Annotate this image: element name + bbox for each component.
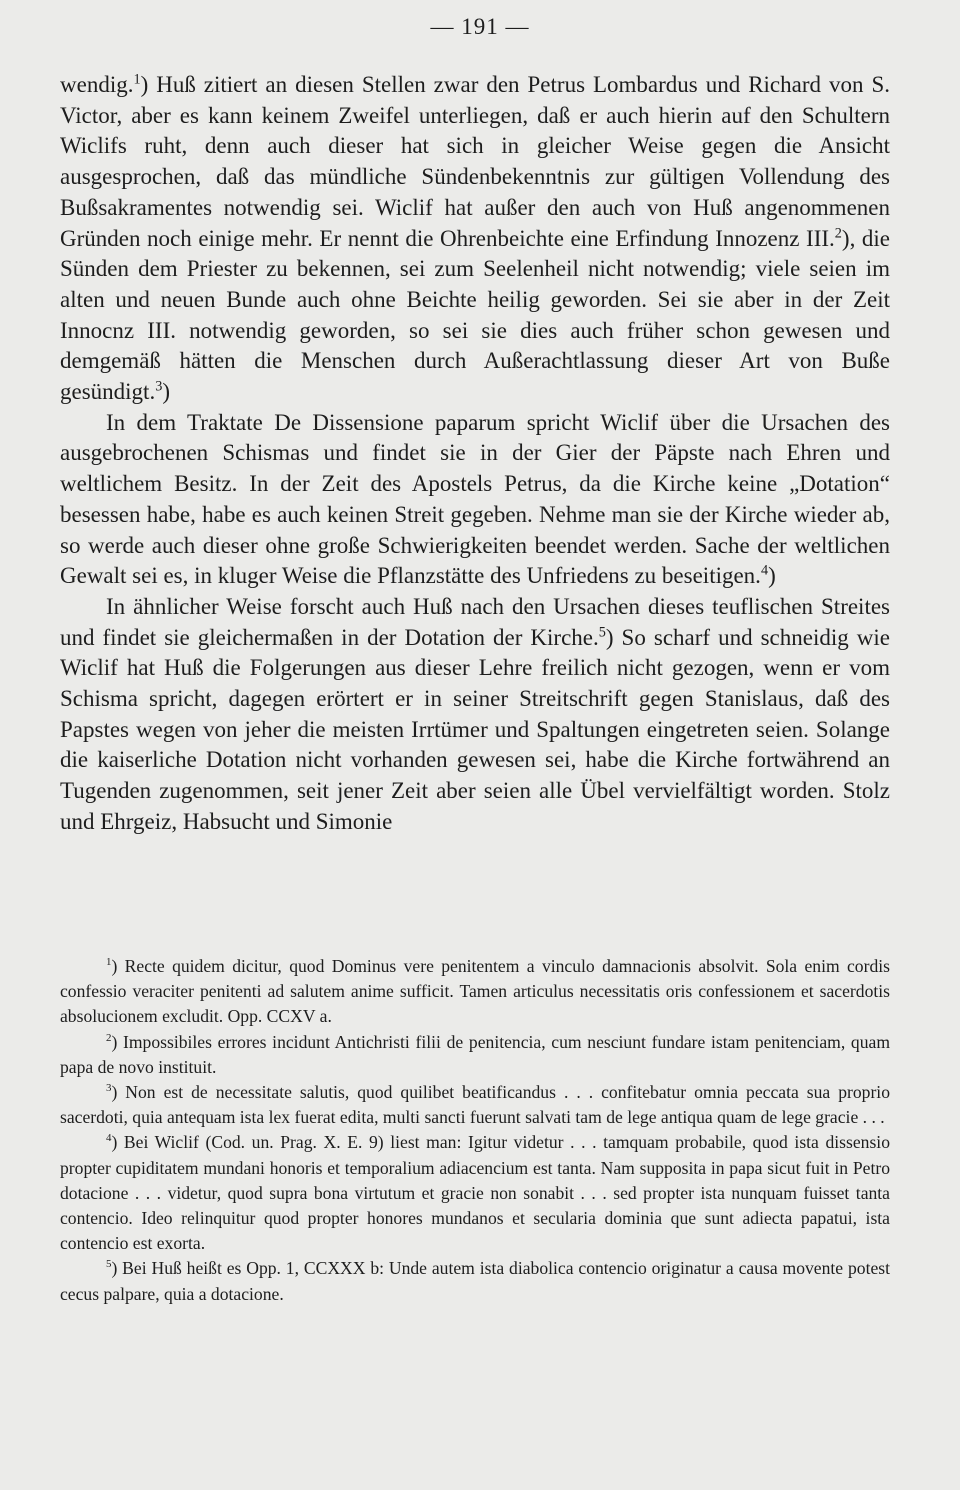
footnote-reference: 5 — [598, 624, 606, 640]
paragraph-text: ) — [162, 379, 170, 405]
footnote-reference: 3 — [155, 378, 163, 395]
footnote-text: ) Impossibiles errores incidunt Antichristi filii de penitencia, cum nesciunt fundare istam penitenciam, quam papa de novo instituit. — [60, 1031, 890, 1077]
footnote — [60, 1130, 890, 1256]
paragraph-text: In dem Traktate De Dissensione paparum spricht Wiclif über die Ursachen des ausgebrochenen Schismas und findet sie in der Gier der Päpste nach Ehren und weltlichem Besitz. In der Zeit des Apostels Petrus, da die Kirche keine „Dotation“ besessen habe, habe es auch keinen Streit gegeben. Nehme man sie der Kirche wieder ab, so werde auch dieser ohne große Schwierigkeiten beendet werden. Sache der weltlichen Gewalt sei es, in kluger Weise die Pflanzstätte des Unfriedens zu beseitigen. — [60, 409, 890, 589]
paragraph-text: wendig. — [60, 72, 134, 97]
footnote-reference: 4 — [760, 562, 769, 579]
main-text — [60, 70, 890, 838]
paragraph-text: In ähnlicher Weise forscht auch Huß nach den Ursachen dieses teuflischen Streites und findet sie gleichermaßen in der Dotation der Kirche. — [60, 593, 890, 650]
footnote-text: ) Bei Wiclif (Cod. un. Prag. X. E. 9) liest man: Igitur videtur . . . tamquam probabile, quod ista dissensio propter cupiditatem mundani honoris et temporalium adiacencium est tanta. Nam supposita in papa sicut fuit in Petro dotacione . . . videtur, quod supra bona virtutum et gracie non sonabit . . . sed propter ista nunquam fuisset tanta contencio. Ideo relinquitur quod propter honores mundanos et secularia dominia que sunt adiecta papatui, ista contencio est exorta. — [60, 1132, 890, 1254]
footnote-text: ) Bei Huß heißt es Opp. 1, CCXXX b: Unde autem ista diabolica contencio originatur a causa movente potest cecus palpare, quia a dotacione. — [60, 1258, 890, 1304]
footnote-mark: 3 — [106, 1082, 112, 1095]
paragraph — [60, 408, 890, 592]
footnote-reference: 2 — [834, 224, 842, 241]
paragraph-text: ) So scharf und schneidig wie Wiclif hat Huß die Folgerungen aus dieser Lehre freilich nicht gezogen, wenn er vom Schisma spricht, dagegen erörtert er in seiner Streitschrift gegen Stanislaus, daß des Papstes wegen von jeher die meisten Irrtümer und Spaltungen eingetreten seien. Solange die kaiserliche Dotation nicht vorhanden gewesen sei, habe die Kirche fortwährend an Tugenden zugenommen, seit jener Zeit aber seien alle Übel vervielfältigt worden. Stolz und Ehrgeiz, Habsucht und Simonie — [60, 624, 890, 834]
footnote — [60, 1256, 890, 1306]
footnote — [60, 954, 890, 1030]
paragraph-text: ), die Sünden dem Priester zu bekennen, sei zum Seelenheil nicht notwendig; viele seien im alten und neuen Bunde auch ohne Beichte heilig geworden. Sei sie aber in der Zeit Innocnz III. notwendig geworden, so sei sie dies auch früher schon gewesen und demgemäß hätten die Menschen durch Außerachtlassung dieser Art von Buße gesündigt. — [60, 225, 890, 405]
paragraph-text: ) — [768, 563, 776, 589]
paragraph-text: ) Huß zitiert an diesen Stellen zwar den Petrus Lombardus und Richard von S. Victor, aber es kann keinem Zweifel unterliegen, daß er auch hierin auf den Schultern Wiclifs ruht, denn auch dieser hat sich in gleicher Weise gegen die Ansicht ausgesprochen, daß das mündliche Sündenbekenntnis zur gültigen Vollendung des Bußsakramentes notwendig sei. Wiclif hat außer den auch von Huß angenommenen Gründen noch einige mehr. Er nennt die Ohrenbeichte eine Erfindung Innozenz III. — [60, 72, 890, 251]
footnote — [60, 1080, 890, 1130]
page-number: — 191 — — [430, 14, 530, 39]
footnote-mark: 4 — [106, 1132, 112, 1145]
footnote-mark: 5 — [106, 1258, 112, 1271]
paragraph — [60, 70, 890, 408]
footnote — [60, 1030, 890, 1080]
footnotes — [60, 954, 890, 1307]
footnote-text: ) Non est de necessitate salutis, quod quilibet beatificandus . . . confitebatur omnia peccata sua proprio sacerdoti, quia antequam ista lex fuerat edita, multi sancti fuerunt salvati tam de lege antiqua quam de lege gracie . . . — [60, 1082, 890, 1128]
footnote-mark: 1 — [106, 956, 112, 969]
footnote-reference: 1 — [133, 71, 141, 88]
footnote-mark: 2 — [106, 1031, 112, 1044]
paragraph — [60, 592, 890, 838]
footnote-text: ) Recte quidem dicitur, quod Dominus vere penitentem a vinculo damnacionis absolvit. Sola enim cordis confessio veraciter penitenti ad salutem anime sufficit. Tamen articulus necessitatis oris confessionem et sacerdotis absolucionem excludit. Opp. CCXV a. — [60, 956, 890, 1027]
